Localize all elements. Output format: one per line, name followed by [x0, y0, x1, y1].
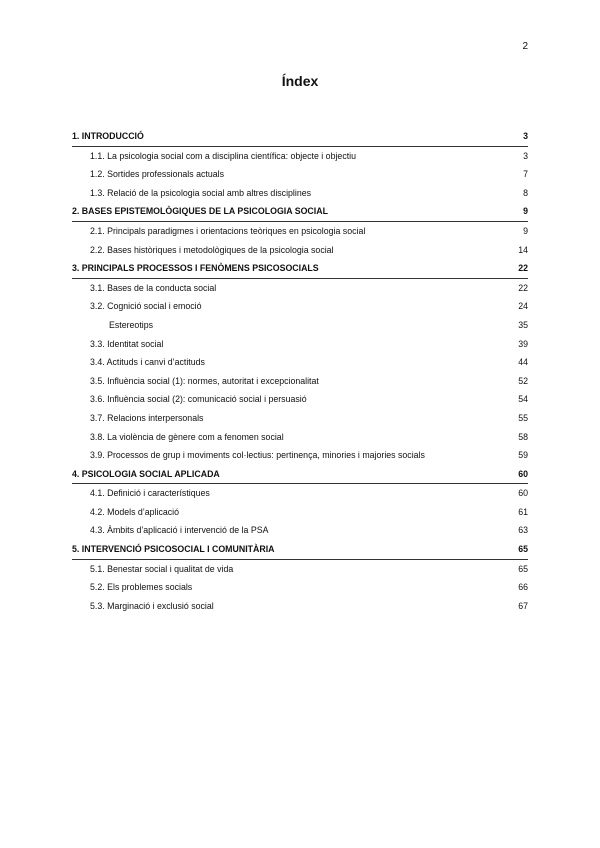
- toc-entry[interactable]: [72, 184, 528, 203]
- toc-entry[interactable]: [72, 503, 528, 522]
- toc-entry-label: 3. PRINCIPALS PROCESSOS I FENÒMENS PSICOSOCIALS: [72, 263, 319, 274]
- toc-entry-page: 55: [518, 412, 528, 423]
- toc-section[interactable]: [72, 259, 528, 279]
- toc-entry-page: 14: [518, 244, 528, 255]
- toc-entry-page: 61: [518, 506, 528, 517]
- toc-entry-page: 9: [523, 225, 528, 236]
- toc-entry-page: 3: [523, 131, 528, 141]
- toc-entry[interactable]: [72, 222, 528, 241]
- toc-entry-label: Estereotips: [109, 319, 154, 330]
- toc-entry-label: 3.2. Cognició social i emoció: [90, 301, 202, 312]
- toc-entry-page: 66: [518, 582, 528, 593]
- toc-entry-label: 2.1. Principals paradigmes i orientacions teòriques en psicologia social: [90, 225, 366, 236]
- toc-entry[interactable]: [72, 372, 528, 391]
- toc-entry-page: 63: [518, 525, 528, 536]
- toc-entry-page: 35: [518, 319, 528, 330]
- toc-entry-page: 7: [523, 169, 528, 180]
- page-title: Índex: [281, 73, 319, 89]
- toc-entry[interactable]: [72, 335, 528, 354]
- toc-entry[interactable]: [72, 297, 528, 316]
- toc-entry-page: 3: [523, 150, 528, 161]
- toc-entry[interactable]: [72, 147, 528, 166]
- toc-entry-label: 3.6. Influència social (2): comunicació social i persuasió: [90, 394, 307, 405]
- toc-entry[interactable]: [72, 521, 528, 540]
- toc-entry-page: 39: [518, 338, 528, 349]
- toc-entry-page: 9: [523, 206, 528, 217]
- toc-entry-label: 1.1. La psicologia social com a disciplina científica: objecte i objectiu: [90, 150, 357, 161]
- toc-entry-page: 67: [518, 600, 528, 611]
- toc-section[interactable]: [72, 202, 528, 222]
- toc-entry[interactable]: [72, 279, 528, 298]
- toc-entry[interactable]: [72, 446, 528, 465]
- toc-entry[interactable]: [72, 165, 528, 184]
- toc-entry-label: 2.2. Bases històriques i metodològiques de la psicologia social: [90, 244, 334, 255]
- toc-entry-page: 44: [518, 357, 528, 368]
- toc-entry[interactable]: [72, 390, 528, 409]
- toc-entry-label: 3.9. Processos de grup i moviments col·lectius: pertinença, minories i majories socials: [90, 450, 425, 461]
- toc-entry-label: 3.8. La violència de gènere com a fenomen social: [90, 431, 284, 442]
- toc-entry-page: 8: [523, 187, 528, 198]
- toc-entry-label: 3.1. Bases de la conducta social: [90, 282, 217, 293]
- toc-entry-page: 22: [518, 282, 528, 293]
- toc-entry-label: 1.3. Relació de la psicologia social amb altres disciplines: [90, 187, 312, 198]
- toc-entry-label: 5. INTERVENCIÓ PSICOSOCIAL I COMUNITÀRIA: [72, 544, 275, 555]
- toc-entry-page: 58: [518, 431, 528, 442]
- toc-section[interactable]: [72, 127, 528, 147]
- toc-entry[interactable]: [72, 241, 528, 260]
- toc-entry[interactable]: [72, 353, 528, 372]
- toc-entry-page: 60: [518, 468, 528, 479]
- toc-entry-label: 4. PSICOLOGIA SOCIAL APLICADA: [72, 468, 220, 479]
- toc-section[interactable]: [72, 540, 528, 560]
- toc-entry[interactable]: [72, 409, 528, 428]
- toc-entry-label: 1. INTRODUCCIÓ: [72, 131, 144, 141]
- toc-entry-page: 24: [518, 301, 528, 312]
- toc-entry-label: 4.2. Models d’aplicació: [90, 506, 179, 517]
- toc-entry-label: 3.4. Actituds i canvi d’actituds: [90, 357, 205, 368]
- table-of-contents: [72, 127, 528, 615]
- toc-entry-page: 59: [518, 450, 528, 461]
- toc-entry[interactable]: [72, 316, 528, 335]
- toc-entry-page: 65: [518, 563, 528, 574]
- toc-entry-page: 60: [518, 488, 528, 499]
- toc-entry-label: 5.1. Benestar social i qualitat de vida: [90, 563, 234, 574]
- toc-entry-label: 5.2. Els problemes socials: [90, 582, 193, 593]
- toc-entry[interactable]: [72, 428, 528, 447]
- toc-entry[interactable]: [72, 560, 528, 579]
- toc-entry-label: 4.1. Definició i característiques: [90, 488, 210, 499]
- toc-entry-label: 2. BASES EPISTEMOLÒGIQUES DE LA PSICOLOGIA SOCIAL: [72, 206, 328, 217]
- toc-section[interactable]: [72, 465, 528, 485]
- toc-entry-page: 65: [518, 544, 528, 555]
- toc-entry[interactable]: [72, 484, 528, 503]
- toc-entry-label: 4.3. Àmbits d’aplicació i intervenció de la PSA: [90, 525, 269, 536]
- page-number: 2: [522, 41, 528, 52]
- toc-entry-label: 3.7. Relacions interpersonals: [90, 412, 204, 423]
- toc-entry-page: 22: [518, 263, 528, 274]
- toc-entry[interactable]: [72, 578, 528, 597]
- toc-entry-label: 3.3. Identitat social: [90, 338, 164, 349]
- toc-entry-label: 1.2. Sortides professionals actuals: [90, 169, 224, 180]
- toc-entry-page: 54: [518, 394, 528, 405]
- toc-entry-label: 3.5. Influència social (1): normes, autoritat i excepcionalitat: [90, 375, 319, 386]
- toc-entry-page: 52: [518, 375, 528, 386]
- toc-entry[interactable]: [72, 597, 528, 616]
- toc-entry-label: 5.3. Marginació i exclusió social: [90, 600, 214, 611]
